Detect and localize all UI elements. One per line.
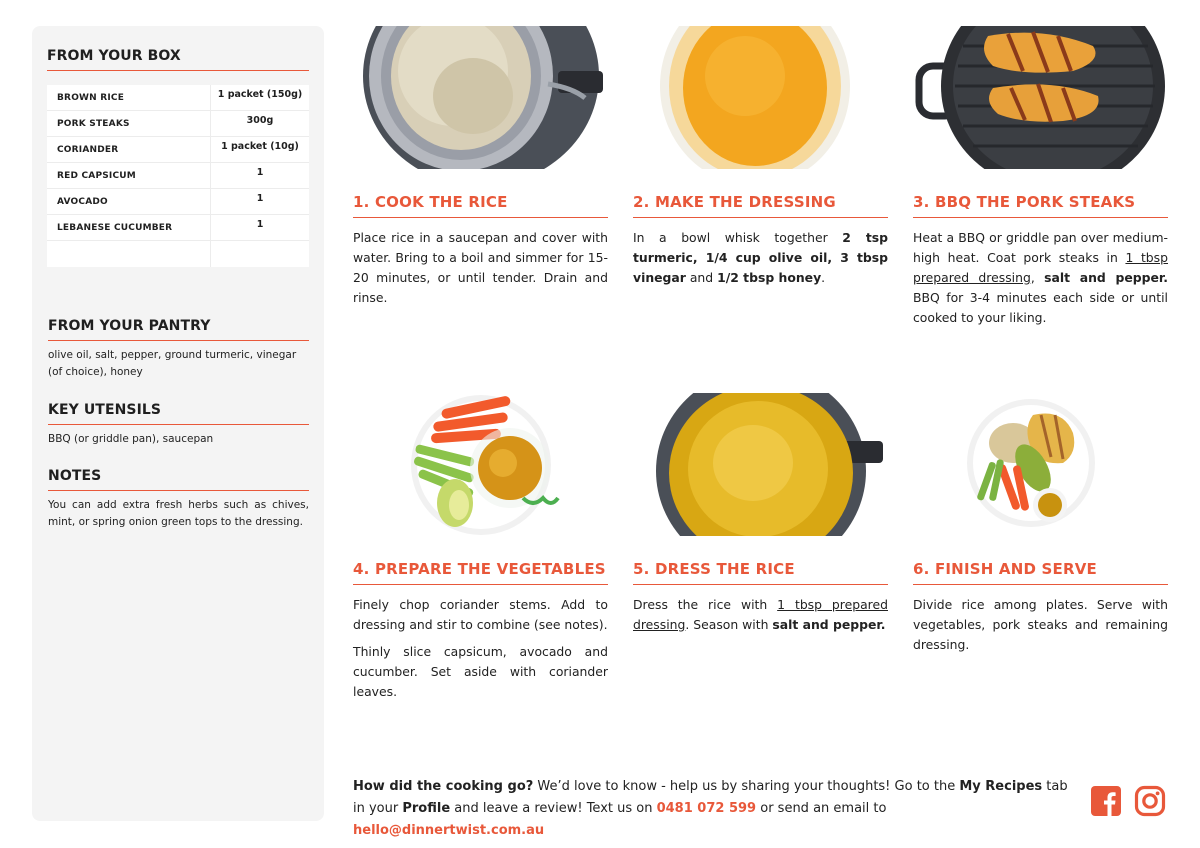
step-title: 5. DRESS THE RICE — [633, 560, 888, 585]
sidebar — [32, 26, 324, 821]
step-photo-griddle-pork — [913, 26, 1168, 169]
step-title: 2. MAKE THE DRESSING — [633, 193, 888, 218]
key-utensils-title: KEY UTENSILS — [48, 402, 309, 425]
ingredient-row — [47, 111, 309, 137]
step-paragraph: In a bowl whisk together 2 tsp turmeric, 1/4 cup olive oil, 3 tbsp vinegar and 1/2 tbsp honey. — [633, 230, 888, 285]
feedback-text: How did the cooking go? We’d love to know - help us by sharing your thoughts! Go to the My Recipes tab in your Profile and leave a review! Text us on 0481 072 599 or send an email to hello@dinnertwist.com.au — [353, 779, 1068, 838]
utensils-text: BBQ (or griddle pan), saucepan — [48, 433, 214, 445]
ingredient-name: AVOCADO — [47, 189, 211, 214]
step-text — [913, 595, 1168, 655]
from-your-box-title: FROM YOUR BOX — [47, 48, 309, 71]
step-paragraph: Dress the rice with 1 tbsp prepared dressing. Season with salt and pepper. — [633, 597, 888, 632]
feedback-footer — [353, 776, 1073, 842]
step-text — [353, 228, 608, 308]
step-paragraph: Finely chop coriander stems. Add to dressing and stir to combine (see notes). — [353, 597, 608, 632]
ingredient-row — [47, 137, 309, 163]
ingredient-row — [47, 189, 309, 215]
step-photo-dressed-rice-pot — [633, 393, 888, 536]
ingredient-name: CORIANDER — [47, 137, 211, 162]
ingredient-row — [47, 163, 309, 189]
ingredient-row — [47, 85, 309, 111]
ingredient-table — [47, 85, 309, 267]
ingredient-qty: 300g — [246, 115, 274, 126]
ingredient-name: PORK STEAKS — [47, 111, 211, 136]
step-text — [913, 228, 1168, 328]
ingredient-name: BROWN RICE — [47, 85, 211, 110]
step-text — [633, 595, 888, 635]
pantry-text: olive oil, salt, pepper, ground turmeric, vinegar (of choice), honey — [48, 349, 297, 378]
step-paragraph: Place rice in a saucepan and cover with water. Bring to a boil and simmer for 15-20 minutes, or until tender. Drain and rinse. — [353, 230, 608, 305]
ingredient-name: RED CAPSICUM — [47, 163, 211, 188]
ingredient-row — [47, 215, 309, 241]
step-paragraph: Divide rice among plates. Serve with vegetables, pork steaks and remaining dressing. — [913, 597, 1168, 652]
ingredient-qty: 1 — [256, 167, 264, 178]
step-text — [633, 228, 888, 288]
step-title: 6. FINISH AND SERVE — [913, 560, 1168, 585]
from-your-pantry-title: FROM YOUR PANTRY — [48, 318, 309, 341]
step-paragraph: Thinly slice capsicum, avocado and cucumber. Set aside with coriander leaves. — [353, 644, 608, 699]
notes-title: NOTES — [48, 468, 309, 491]
step-photo-served-plate — [913, 393, 1168, 536]
step-photo-rice-strainer — [353, 26, 608, 169]
step-title: 4. PREPARE THE VEGETABLES — [353, 560, 608, 585]
step-photo-dressing-bowl — [633, 26, 888, 169]
ingredient-qty: 1 — [256, 219, 264, 230]
ingredient-qty: 1 packet (10g) — [221, 141, 299, 152]
ingredient-name-empty — [47, 241, 211, 267]
step-paragraph: Heat a BBQ or griddle pan over medium-high heat. Coat pork steaks in 1 tbsp prepared dressing, salt and pepper. BBQ for 3-4 minutes each side or until cooked to your liking. — [913, 230, 1168, 325]
ingredient-qty: 1 packet (150g) — [217, 89, 303, 100]
step-title: 3. BBQ THE PORK STEAKS — [913, 193, 1168, 218]
ingredient-name: LEBANESE CUCUMBER — [47, 215, 211, 240]
instagram-icon[interactable] — [1134, 785, 1166, 817]
notes-text: You can add extra fresh herbs such as chives, mint, or spring onion green tops to the dressing. — [48, 499, 309, 528]
ingredient-row-empty — [47, 241, 309, 267]
step-title: 1. COOK THE RICE — [353, 193, 608, 218]
facebook-icon[interactable] — [1090, 785, 1122, 817]
step-photo-vegetables-plate — [353, 393, 608, 536]
ingredient-qty: 1 — [256, 193, 264, 204]
step-text — [353, 595, 608, 702]
